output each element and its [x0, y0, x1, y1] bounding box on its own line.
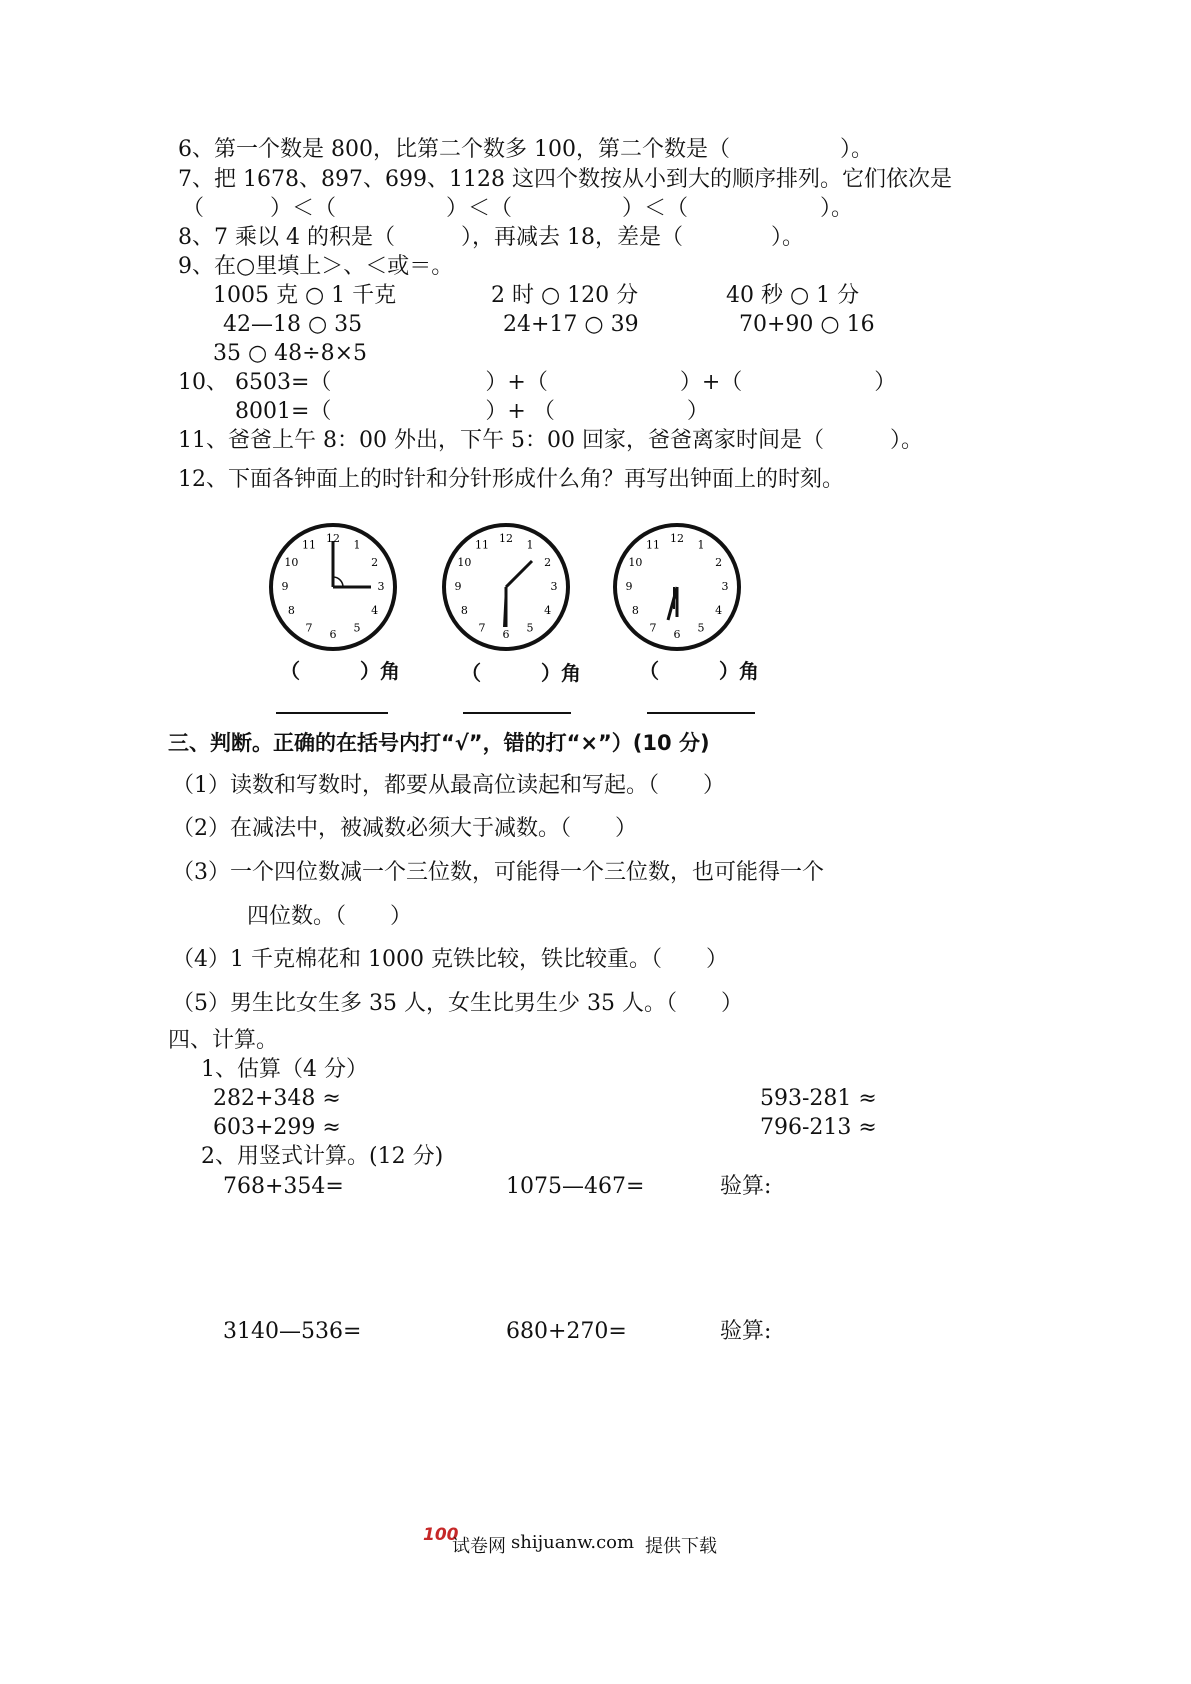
question-8: 8、7 乘以 4 的积是（ ），再减去 18，差是（ ）。: [178, 225, 804, 250]
clock-numeral: 7: [478, 621, 486, 635]
compare-item: 2 时 ○ 120 分: [491, 283, 639, 308]
clock-numeral: 1: [353, 538, 361, 552]
vertical-calc-item: 3140—536=: [223, 1319, 362, 1344]
compare-item: 24+17 ○ 39: [503, 312, 639, 337]
clock-numeral: 3: [550, 580, 558, 593]
check-label: 验算:: [720, 1174, 772, 1199]
compare-item: 35 ○ 48÷8×5: [213, 341, 368, 366]
question-7-line2: （ ）＜（ ）＜（ ）＜（ ）。: [182, 196, 854, 221]
clock-numeral: 8: [287, 604, 295, 617]
judge-item-continued: 四位数。（ ）: [247, 904, 413, 929]
footer-note: 提供下载: [645, 1536, 717, 1557]
compare-item: 70+90 ○ 16: [739, 312, 875, 337]
vertical-calc-item: 680+270=: [506, 1319, 627, 1344]
site-logo: 100: [423, 1525, 459, 1545]
clock-numeral: 11: [475, 538, 489, 552]
question-11: 11、爸爸上午 8：00 外出，下午 5：00 回家，爸爸离家时间是（ ）。: [178, 428, 923, 453]
clock-numeral: 12: [326, 532, 340, 545]
clock-numeral: 10: [628, 556, 643, 569]
question-10-line2: 8001=（ ）+ （ ）: [235, 399, 709, 424]
footer-site-name: 试卷网: [452, 1536, 506, 1557]
clock-numeral: 4: [371, 604, 379, 617]
clock-numeral: 7: [305, 621, 313, 635]
section-3-title: 三、判断。正确的在括号内打“√”，错的打“×”）(10 分): [168, 731, 710, 755]
vertical-calc-item: 1075—467=: [506, 1174, 645, 1199]
clock-numeral: 2: [715, 556, 723, 569]
clock-numeral: 10: [284, 556, 299, 569]
clock-face-2: [436, 517, 576, 657]
vertical-calc-item: 768+354=: [223, 1174, 344, 1199]
clock-numeral: 2: [544, 556, 552, 569]
clock-numeral: 8: [460, 604, 468, 617]
clock-face-3: [607, 517, 747, 657]
hour-hand: [506, 561, 532, 587]
clock-numeral: 5: [697, 621, 705, 635]
question-6: 6、第一个数是 800，比第二个数多 100，第二个数是（ ）。: [178, 137, 873, 162]
time-answer-line-2: [463, 712, 571, 714]
clock-numeral: 6: [673, 628, 681, 641]
clock-numeral: 10: [457, 556, 472, 569]
estimate-title: 1、估算（4 分）: [201, 1057, 368, 1082]
check-label: 验算:: [720, 1319, 772, 1344]
clock-numeral: 11: [302, 538, 316, 552]
section-4-title: 四、计算。: [168, 1028, 279, 1053]
compare-item: 42—18 ○ 35: [223, 312, 363, 337]
clock-numeral: 12: [499, 532, 513, 545]
question-9-title: 9、在○里填上＞、＜或＝。: [178, 254, 454, 279]
time-answer-line-3: [647, 712, 755, 714]
clock-numeral: 6: [329, 628, 337, 641]
time-answer-line-1: [276, 712, 388, 714]
clock-numeral: 3: [721, 580, 729, 593]
clock-numeral: 4: [715, 604, 723, 617]
judge-item: （4）1 千克棉花和 1000 克铁比较，铁比较重。（ ）: [172, 947, 728, 972]
compare-item: 40 秒 ○ 1 分: [726, 283, 860, 308]
judge-item: （3）一个四位数减一个三位数，可能得一个三位数，也可能得一个: [172, 860, 824, 885]
judge-item: （1）读数和写数时，都要从最高位读起和写起。（ ）: [172, 773, 725, 798]
clock-numeral: 7: [649, 621, 657, 635]
clock-numeral: 12: [670, 532, 684, 545]
footer-domain[interactable]: shijuanw.com: [511, 1532, 635, 1553]
estimate-item: 603+299 ≈: [213, 1115, 341, 1140]
clock-numeral: 9: [281, 580, 289, 593]
question-12: 12、下面各钟面上的时针和分针形成什么角？再写出钟面上的时刻。: [178, 467, 844, 492]
clock-angle-answer-2: （ ）角: [461, 661, 581, 685]
clock-numeral: 5: [353, 621, 361, 635]
clock-numeral: 9: [625, 580, 633, 593]
vertical-calc-title: 2、用竖式计算。(12 分): [201, 1144, 444, 1169]
clock-numeral: 5: [526, 621, 534, 635]
estimate-item: 282+348 ≈: [213, 1086, 341, 1111]
clock-numeral: 9: [454, 580, 462, 593]
clock-numeral: 2: [371, 556, 379, 569]
question-10-line1: 10、 6503=（ ）+（ ）+（ ）: [178, 370, 897, 395]
clock-numeral: 11: [646, 538, 660, 552]
clock-numeral: 1: [697, 538, 705, 552]
compare-item: 1005 克 ○ 1 千克: [213, 283, 397, 308]
clock-numeral: 8: [631, 604, 639, 617]
clock-face-1: [263, 517, 403, 657]
clock-numeral: 3: [377, 580, 385, 593]
clock-numeral: 1: [526, 538, 534, 552]
judge-item: （2）在减法中，被减数必须大于减数。（ ）: [172, 816, 637, 841]
clock-angle-answer-1: （ ）角: [280, 659, 400, 683]
clock-numeral: 6: [502, 628, 510, 641]
estimate-item: 796-213 ≈: [760, 1115, 877, 1140]
clock-numeral: 4: [544, 604, 552, 617]
question-7-line1: 7、把 1678、897、699、1128 这四个数按从小到大的顺序排列。它们依次是: [178, 167, 952, 192]
clock-angle-answer-3: （ ）角: [639, 659, 759, 683]
estimate-item: 593-281 ≈: [760, 1086, 877, 1111]
judge-item: （5）男生比女生多 35 人，女生比男生少 35 人。（ ）: [172, 991, 743, 1016]
